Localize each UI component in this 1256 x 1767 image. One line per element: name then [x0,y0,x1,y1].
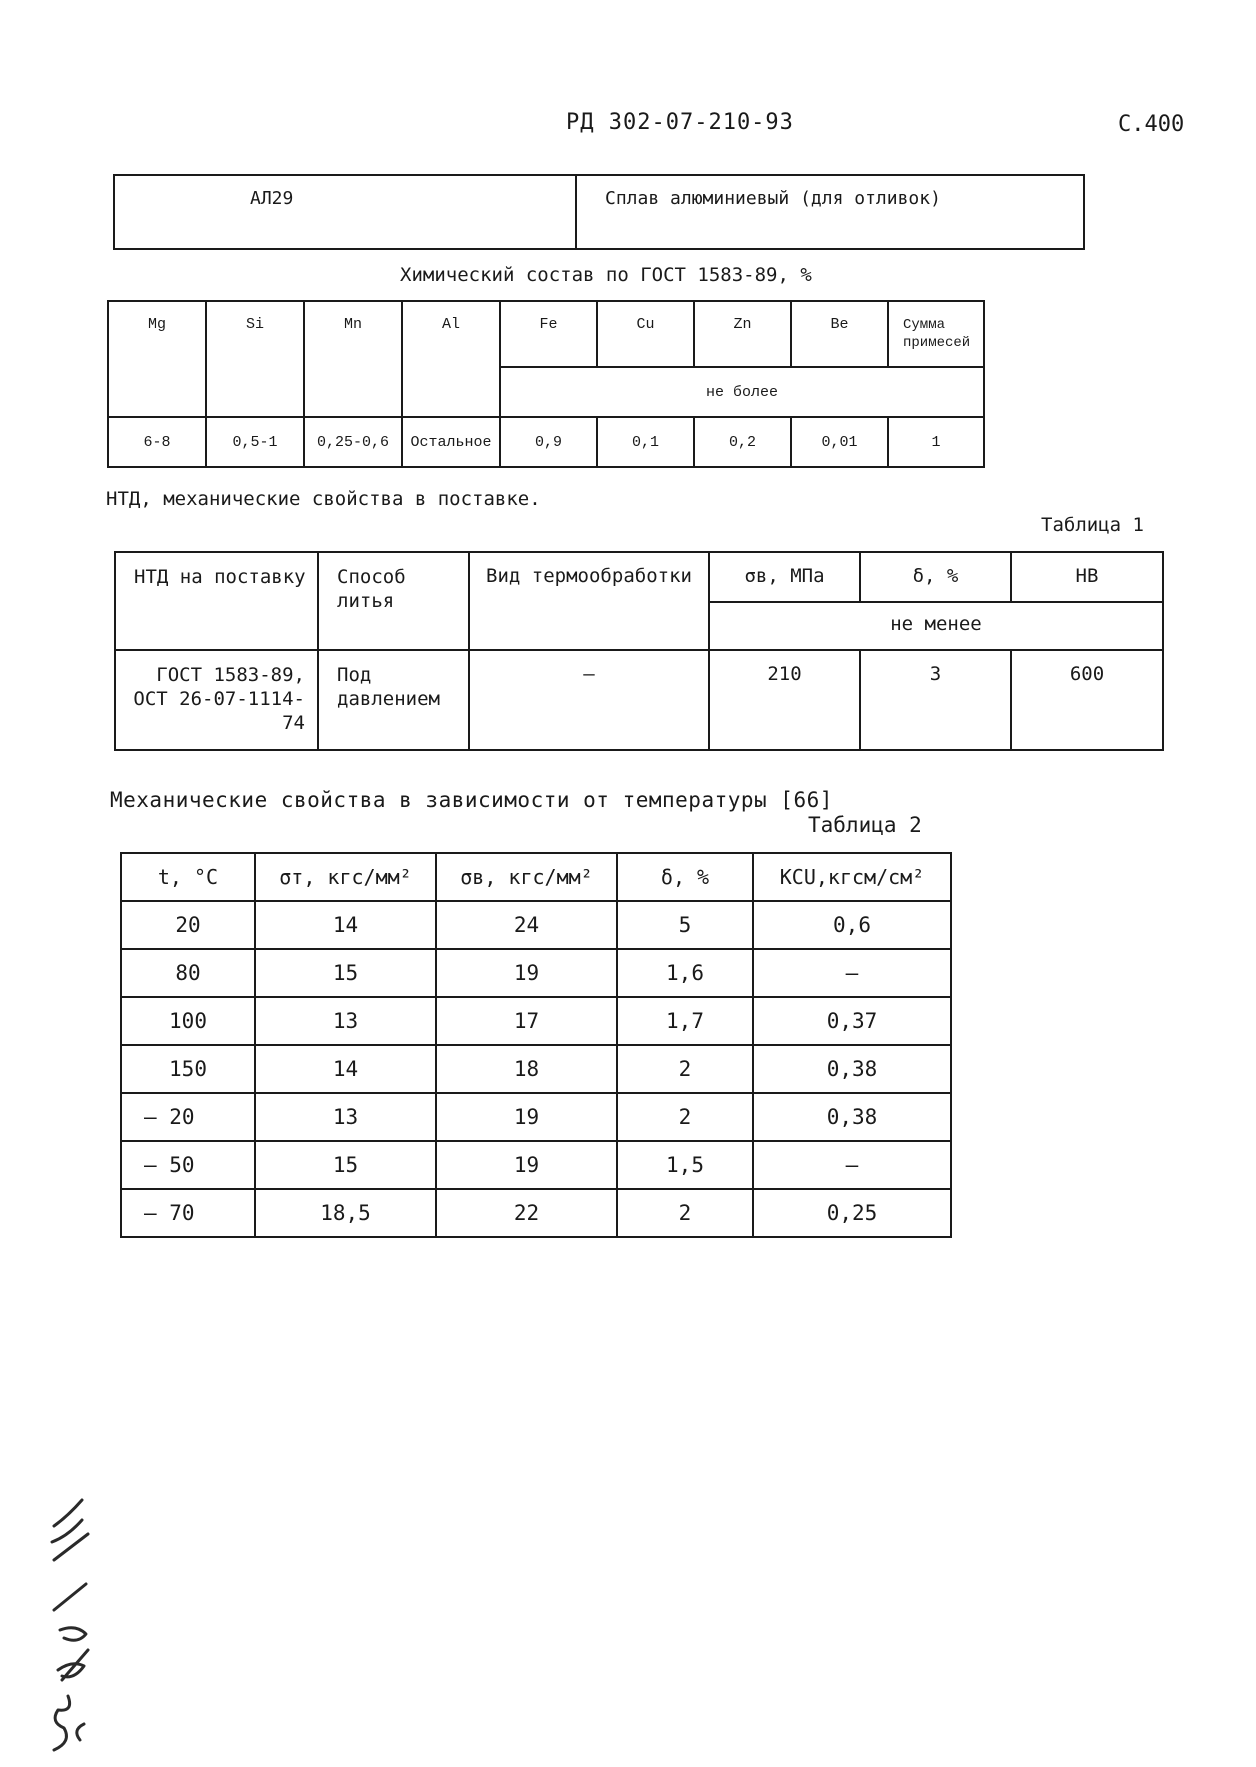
t2-sigma-b: 22 [436,1189,617,1237]
document-code: РД 302-07-210-93 [566,110,794,135]
t2-sigma-t: 14 [255,1045,436,1093]
t1-header-sigma-b: σв, МПа [709,552,860,602]
t2-temp: – 70 [121,1189,255,1237]
t2-temp: 20 [121,901,255,949]
t2-temp: 80 [121,949,255,997]
chem-header-impurities: Сумма примесей [888,301,984,367]
table-row [121,1093,951,1141]
t1-value-delta: 3 [860,650,1011,750]
alloy-title-box [113,174,1085,250]
chem-value-impurities: 1 [888,417,984,467]
t2-delta: 2 [617,1045,753,1093]
t2-kcu: 0,6 [753,901,951,949]
t2-sigma-b: 19 [436,1093,617,1141]
chem-value-cu: 0,1 [597,417,694,467]
alloy-grade: АЛ29 [114,175,576,249]
t1-value-sigma-b: 210 [709,650,860,750]
t1-header-ntd: НТД на поставку [115,552,318,650]
t2-delta: 2 [617,1093,753,1141]
table-row [121,997,951,1045]
t1-value-method: Под давлением [318,650,469,750]
alloy-description: Сплав алюминиевый (для отливок) [576,175,1084,249]
t2-sigma-b: 24 [436,901,617,949]
t2-temp: – 50 [121,1141,255,1189]
t2-temp: 100 [121,997,255,1045]
table-row [121,1045,951,1093]
t2-sigma-b: 19 [436,949,617,997]
chem-value-fe: 0,9 [500,417,597,467]
t2-sigma-b: 17 [436,997,617,1045]
chem-value-al: Остальное [402,417,500,467]
t1-value-hb: 600 [1011,650,1163,750]
chem-header-zn: Zn [694,301,791,367]
t2-delta: 1,6 [617,949,753,997]
t1-value-treatment: – [469,650,709,750]
t2-header-sigma-t: σт, кгс/мм² [255,853,436,901]
t2-delta: 2 [617,1189,753,1237]
chem-header-be: Be [791,301,888,367]
chem-value-mn: 0,25-0,6 [304,417,402,467]
t2-kcu: 0,38 [753,1045,951,1093]
t2-header-sigma-b: σв, кгс/мм² [436,853,617,901]
chem-value-be: 0,01 [791,417,888,467]
t2-kcu: 0,37 [753,997,951,1045]
chem-limit-note: не более [500,367,984,417]
t2-temp: – 20 [121,1093,255,1141]
table-row [121,949,951,997]
t2-sigma-t: 18,5 [255,1189,436,1237]
chem-header-mn: Mn [304,301,402,417]
chem-header-al: Al [402,301,500,417]
t1-header-delta: δ, % [860,552,1011,602]
ntd-caption: НТД, механические свойства в поставке. [106,488,541,510]
t2-sigma-b: 19 [436,1141,617,1189]
t2-sigma-t: 13 [255,1093,436,1141]
t1-value-ntd: ГОСТ 1583-89, ОСТ 26-07-1114-74 [115,650,318,750]
t2-header-temp: t, °С [121,853,255,901]
table2-label: Таблица 2 [808,813,922,837]
delivery-properties-table [114,551,1164,751]
t2-kcu: 0,25 [753,1189,951,1237]
t2-header-kcu: KCU,кгсм/см² [753,853,951,901]
chem-header-fe: Fe [500,301,597,367]
t2-sigma-b: 18 [436,1045,617,1093]
t2-sigma-t: 13 [255,997,436,1045]
t2-kcu: 0,38 [753,1093,951,1141]
chem-composition-table [107,300,985,468]
chem-header-si: Si [206,301,304,417]
chem-caption: Химический состав по ГОСТ 1583-89, % [400,264,812,286]
t2-delta: 5 [617,901,753,949]
t1-header-method: Способ литья [318,552,469,650]
t2-sigma-t: 15 [255,1141,436,1189]
t2-header-delta: δ, % [617,853,753,901]
t2-delta: 1,5 [617,1141,753,1189]
chem-header-cu: Cu [597,301,694,367]
temperature-properties-table [120,852,952,1238]
t2-temp: 150 [121,1045,255,1093]
t1-limit-note: не менее [709,602,1163,650]
chem-value-zn: 0,2 [694,417,791,467]
t2-sigma-t: 15 [255,949,436,997]
page-number: С.400 [1118,112,1185,137]
t2-kcu: – [753,1141,951,1189]
table1-label: Таблица 1 [1041,514,1144,536]
table-row [121,1189,951,1237]
t2-kcu: – [753,949,951,997]
t1-header-hb: НВ [1011,552,1163,602]
table-row [121,1141,951,1189]
chem-value-si: 0,5-1 [206,417,304,467]
chem-header-mg: Mg [108,301,206,417]
t2-delta: 1,7 [617,997,753,1045]
t1-header-treatment: Вид термообработки [469,552,709,650]
handwritten-signature [40,1490,100,1760]
t2-sigma-t: 14 [255,901,436,949]
mech-caption: Механические свойства в зависимости от температуры [66] [110,788,833,812]
chem-value-mg: 6-8 [108,417,206,467]
table-row [121,901,951,949]
